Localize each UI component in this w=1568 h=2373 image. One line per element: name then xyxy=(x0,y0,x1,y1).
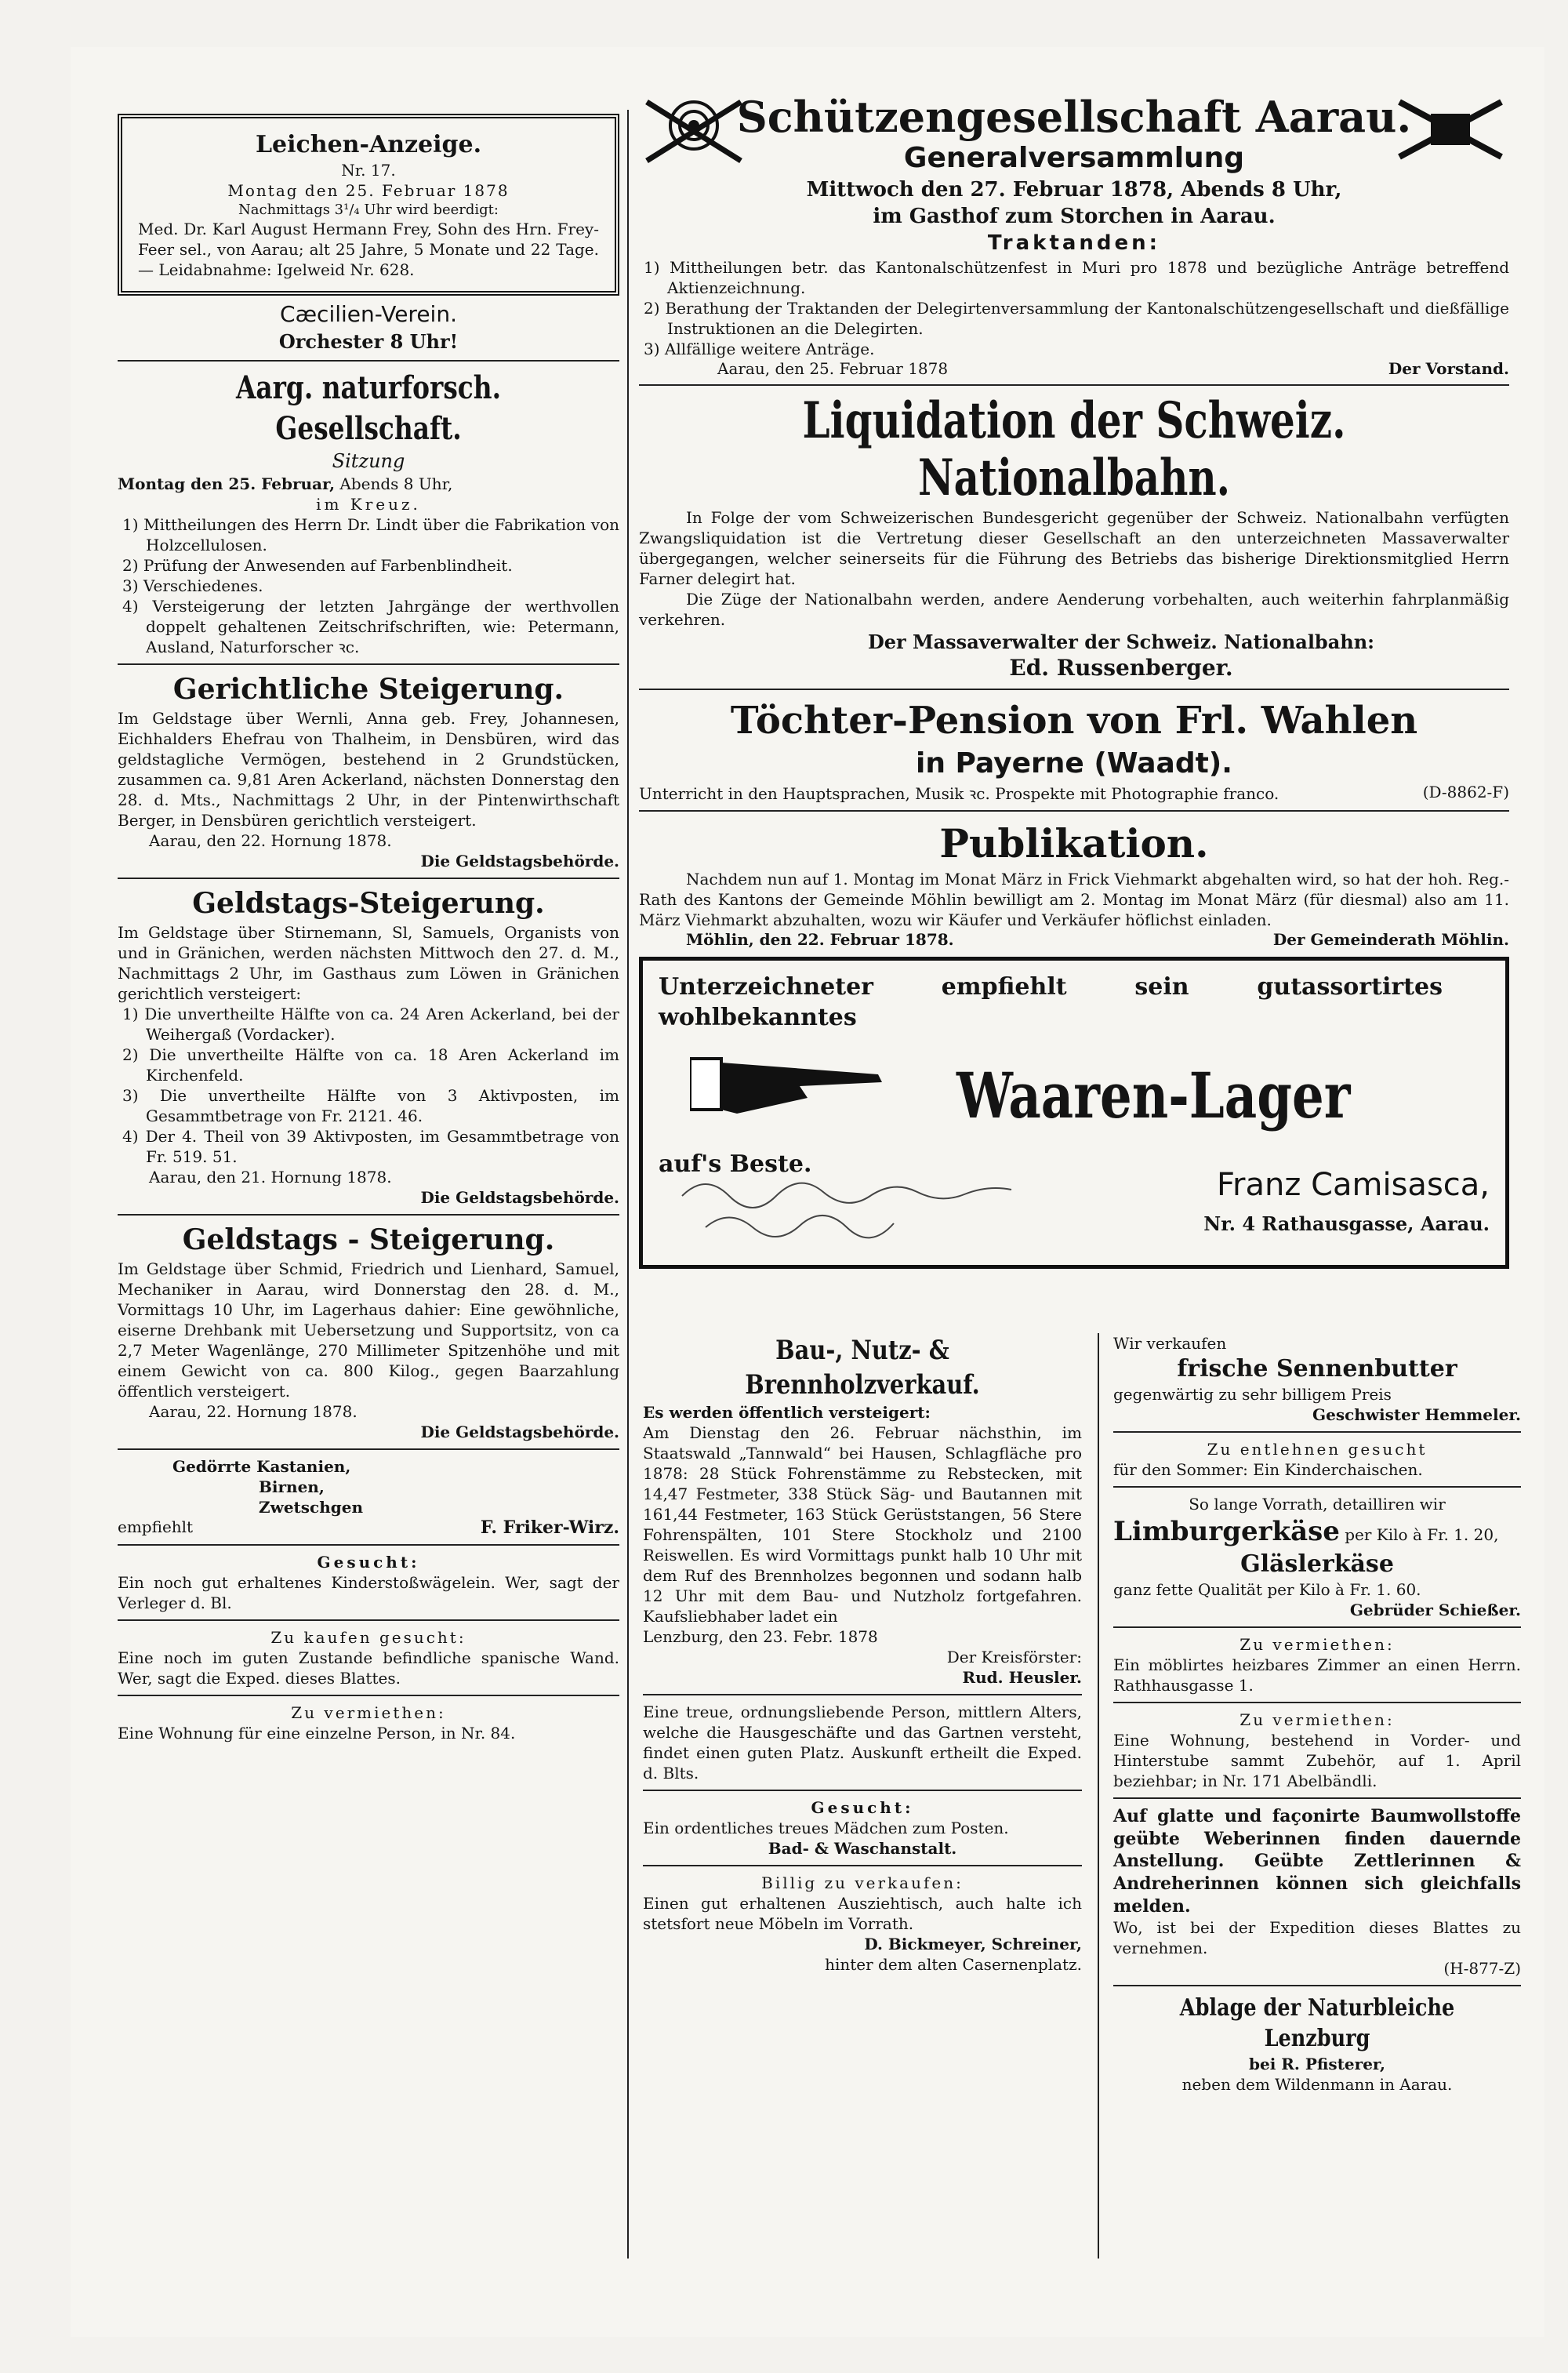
geldstag1-body: Im Geldstage über Stirnemann, Sl, Samuels, Organists von und in Gränichen, werden nächsten Mittwoch den 27. d. M., Nachmittags 2 Uhr, im Gasthaus zum Löwen in Gränichen gerichtlich versteigert: xyxy=(118,922,619,1003)
column-left xyxy=(118,114,619,1748)
publikation-ad: Publikation. Nachdem nun auf 1. Montag im Monat März in Frick Viehmarkt abgehalten wird, so hat der hoh. Reg.-Rath des Kantons der Gemeinde Möhlin bewilligt am 2. Montag im Monat März (für diesmal) also am 11. März Viehmarkt abzuhalten, wozu wir Käufer und Verkäufer höflichst einladen. Möhlin, den 22. Februar 1878. Der Gemeinderath Möhlin. xyxy=(639,818,1509,949)
column-rule xyxy=(1098,1333,1099,2259)
crossed-rifles-icon xyxy=(1392,94,1509,165)
waaren-title: Waaren-Lager xyxy=(956,1058,1351,1132)
list-item: 4) Versteigerung der letzten Jahrgänge der werthvollen doppelt gehaltenen Zeitschrifschriften, wie: Petermann, Ausland, Naturforscher ꝛc. xyxy=(122,597,619,657)
entlehnen-ad: Zu entlehnen gesucht für den Sommer: Ein Kinderchaischen. xyxy=(1113,1440,1428,1479)
list-item: 3) Allfällige weitere Anträge. xyxy=(644,339,875,358)
zimmer-ad: Zu vermiethen: Ein möblirtes heizbares Zimmer an einen Herrn. Rathhausgasse 1. xyxy=(1113,1635,1521,1695)
death-notice-time: Nachmittags 3¹/₄ Uhr wird beerdigt: xyxy=(238,202,499,218)
waaren-address: Nr. 4 Rathausgasse, Aarau. xyxy=(1203,1212,1490,1235)
naturf-title: Aarg. naturforsch. Gesellschaft. xyxy=(235,369,502,447)
gericht-ad xyxy=(118,671,619,871)
naturf-ad: Aarg. naturforsch. Gesellschaft. Sitzung Montag den 25. Februar, Abends 8 Uhr, im Kreuz. 1) Mittheilungen des Herrn Dr. Lindt über die Fabrikation von Holzcellulosen. 2) Prüfung der Anwesenden auf Farbenblindheit. 3) Verschiedenes. 4) Versteigerung der letzten Jahrgänge der werthvollen doppelt gehaltenen Zeitschrifschriften, wie: Petermann, Ausland, Naturforscher ꝛc. xyxy=(118,369,619,657)
geldstag2-place: Aarau, 22. Hornung 1878. xyxy=(149,1401,358,1421)
column-rule xyxy=(627,110,629,2259)
gericht-signature: Die Geldstagsbehörde. xyxy=(420,851,619,870)
bleiche-ad: Ablage der Naturbleiche Lenzburg bei R. Pfisterer, neben dem Wildenmann in Aarau. xyxy=(1179,1994,1455,2095)
caecilien-title: Cæcilien-Verein. xyxy=(280,301,457,328)
target-rifles-icon xyxy=(639,94,749,165)
geldstag1-title: Geldstags-Steigerung. xyxy=(192,886,545,920)
caecilien-ad xyxy=(118,300,619,354)
geldstag2-signature: Die Geldstagsbehörde. xyxy=(420,1422,619,1441)
geldstag2-body: Im Geldstage über Schmid, Friedrich und Lienhard, Samuel, Mechaniker in Aarau, wird Donnerstag den 28. d. M., Vormittags 10 Uhr, im Lagerhaus dahier: Eine gewöhnliche, eiserne Drehbank mit Uebersetzung und Supportsitz, von ca 2,7 Meter Wagenlänge, 270 Millimeter Spitzenhöhe und mit einem Gewicht von ca. 800 Kilog., gegen Baarzahlung öffentlich versteigert. xyxy=(118,1259,619,1401)
column-lower-middle xyxy=(643,1333,1082,1979)
kaufen-ad: Zu kaufen gesucht: Eine noch im guten Zustande befindliche spanische Wand. Wer, sagt die Exped. dieses Blattes. xyxy=(118,1627,619,1688)
pointing-hand-icon xyxy=(690,1039,886,1125)
liquidation-title: Liquidation der Schweiz. Nationalbahn. xyxy=(802,391,1346,508)
list-item: 3) Die unvertheilte Hälfte von 3 Aktivposten, im Gesammtbetrage von Fr. 2121. 46. xyxy=(122,1085,619,1125)
handwriting-scribble xyxy=(674,1149,1145,1243)
friker-ad: Gedörrte Kastanien, Birnen, Zwetschgen empfiehlt F. Friker-Wirz. xyxy=(118,1456,619,1538)
list-item: 1) Mittheilungen des Herrn Dr. Lindt über die Fabrikation von Holzcellulosen. xyxy=(122,515,619,555)
list-item: 1) Die unvertheilte Hälfte von ca. 24 Aren Ackerland, bei der Weihergaß (Vordacker). xyxy=(122,1004,619,1044)
holz-signature: Rud. Heusler. xyxy=(962,1668,1082,1688)
column-lower-right xyxy=(1113,1333,1521,2099)
liquidation-ad: Liquidation der Schweiz. Nationalbahn. In Folge der vom Schweizerischen Bundesgericht gegenüber der Schweiz. Nationalbahn verfügten Zwangsliquidation ist die Vertretung dieser Gesellschaft an den unterzeichneten Massaverwalter übergegangen, welcher seinerseits für die Führung des Betriebs das bisherige Direktionsmitglied Herrn Farner delegirt hat. Die Züge der Nationalbahn werden, andere Aenderung vorbehalten, auch weiterhin fahrplanmäßig verkehren. Der Massaverwalter der Schweiz. Nationalbahn: Ed. Russenberger. xyxy=(639,392,1509,683)
waaren-intro: Unterzeichneter empfiehlt sein gutassortirtes wohlbekanntes xyxy=(659,972,1443,1031)
geldstag1-ad xyxy=(118,885,619,1208)
pension-ad: Töchter-Pension von Frl. Wahlen in Payerne (Waadt). Unterricht in den Hauptsprachen, Musik ꝛc. Prospekte mit Photographie franco. (D-8862-F) xyxy=(639,696,1509,803)
wohnung-ad: Zu vermiethen: Eine Wohnung, bestehend in Vorder- und Hinterstube sammt Zubehör, auf 1. April beziehbar; in Nr. 171 Abelbändli. xyxy=(1113,1710,1521,1791)
naturf-place: im Kreuz. xyxy=(316,495,421,514)
schuetzen-signature: Der Vorstand. xyxy=(1388,358,1509,378)
waaren-name: Franz Camisasca, xyxy=(1216,1166,1490,1203)
gesucht2-ad: Gesucht: Ein ordentliches treues Mädchen zum Posten. Bad- & Waschanstalt. xyxy=(643,1798,1009,1859)
list-item: 4) Der 4. Theil von 39 Aktivposten, im Gesammtbetrage von Fr. 519. 51. xyxy=(122,1126,619,1166)
schuetzen-place: im Gasthof zum Storchen in Aarau. xyxy=(873,204,1276,228)
holz-title: Bau-, Nutz- & Brennholzverkauf. xyxy=(745,1335,980,1401)
gesucht1-ad: Gesucht: Ein noch gut erhaltenes Kinderstoßwägelein. Wer, sagt der Verleger d. Bl. xyxy=(118,1552,619,1612)
list-item: 1) Mittheilungen betr. das Kantonalschützenfest in Muri pro 1878 und bezügliche Anträge betreffend Aktienzeichnung. xyxy=(644,257,1509,297)
holz-ad: Bau-, Nutz- & Brennholzverkauf. Es werden öffentlich versteigert: Am Dienstag den 26. Februar nächsthin, im Staatswald „Tannwald“ bei Hausen, Schlagfläche pro 1878: 28 Stück Fohrenstämme zu Rebstecken, mit 14,47 Festmeter, 338 Stück Säg- und Bautannen mit 161,44 Festmeter, 163 Stück Gerüststangen, 56 Stere Fohrenspälten, 101 Stere Stockholz und 2100 Reiswellen. Es wird Vormittags punkt halb 10 Uhr mit dem Ruf des Brennholzes begonnen und sodann halb 12 Uhr mit dem Bau- und Nutzholz fortgefahren. Kaufsliebhaber ladet ein Lenzburg, den 23. Febr. 1878 Der Kreisförster: Rud. Heusler. xyxy=(643,1335,1082,1688)
geldstag2-ad xyxy=(118,1222,619,1442)
billig-ad: Billig zu verkaufen: Einen gut erhaltenen Ausziehtisch, auch halte ich stetsfort neue Möbeln im Vorrath. D. Bickmeyer, Schreiner, hinter dem alten Casernenplatz. xyxy=(643,1873,1082,1975)
geldstag1-place: Aarau, den 21. Hornung 1878. xyxy=(149,1167,392,1186)
death-notice-date: Montag den 25. Februar 1878 xyxy=(227,181,510,200)
column-right xyxy=(639,94,1509,1269)
geldstag2-title: Geldstags - Steigerung. xyxy=(182,1223,555,1256)
gericht-place: Aarau, den 22. Hornung 1878. xyxy=(149,830,392,850)
friker-signature: F. Friker-Wirz. xyxy=(480,1517,619,1538)
pension-title: Töchter-Pension von Frl. Wahlen xyxy=(730,699,1418,743)
schuetzen-date: Mittwoch den 27. Februar 1878, Abends 8 Uhr, xyxy=(806,178,1342,202)
baumwolle-ad: Auf glatte und façonirte Baumwollstoffe geübte Weberinnen finden dauernde Anstellung. Geübte Zettlerinnen & Andreherinnen können sich gleichfalls melden. Wo, ist bei der Expedition dieses Blattes zu vernehmen. (H-877-Z) xyxy=(1113,1806,1521,1979)
naturf-sub: Sitzung xyxy=(332,449,405,472)
gericht-title: Gerichtliche Steigerung. xyxy=(172,673,564,707)
publikation-signature: Der Gemeinderath Möhlin. xyxy=(1272,929,1509,949)
kaese-ad: So lange Vorrath, detailliren wir Limburgerkäse per Kilo à Fr. 1. 20, Gläslerkäse ganz fette Qualität per Kilo à Fr. 1. 60. Gebrüder Schießer. xyxy=(1113,1495,1521,1620)
list-item: 3) Verschiedenes. xyxy=(122,576,263,596)
death-notice xyxy=(118,114,619,296)
schuetzen-ad: Schützengesellschaft Aarau. Generalversammlung Mittwoch den 27. Februar 1878, Abends 8 Uhr, im Gasthof zum Storchen in Aarau. Traktanden: 1) Mittheilungen betr. das Kantonalschützenfest in Muri pro 1878 und bezügliche Anträge betreffend Aktienzeichnung. 2) Berathung der Traktanden der Delegirtenversammlung der Kantonalschützengesellschaft und dießfällige Instruktionen an die Delegirten. 3) Allfällige weitere Anträge. Aarau, den 25. Februar 1878 Der Vorstand. xyxy=(639,94,1509,378)
vermiethen1-ad: Zu vermiethen: Eine Wohnung für eine einzelne Person, in Nr. 84. xyxy=(118,1703,516,1743)
schuetzen-title: Schützengesellschaft Aarau. xyxy=(736,92,1412,142)
schuetzen-sub: Generalversammlung xyxy=(903,142,1245,175)
geldstag1-signature: Die Geldstagsbehörde. xyxy=(420,1187,619,1207)
caecilien-sub: Orchester 8 Uhr! xyxy=(278,329,459,353)
gericht-body: Im Geldstage über Wernli, Anna geb. Frey, Johannesen, Eichhalders Ehefrau von Thalheim, in Densbüren, wird das geldstagliche Vermögen, bestehend in 2 Grundstücken, zusammen ca. 9,81 Aren Ackerland, nächsten Donnerstag den 28. d. Mts., Nachmittags 2 Uhr, in der Pintenwirthschaft Berger, in Densbüren gerichtlich versteigert. xyxy=(118,708,619,830)
pension-sub: in Payerne (Waadt). xyxy=(916,747,1232,779)
waaren-ad: Unterzeichneter empfiehlt sein gutassortirtes wohlbekanntes Waaren-Lager auf's Beste. Franz Camisasca, Nr. 4 Rathausgasse, Aarau. xyxy=(639,957,1509,1269)
butter-ad: Wir verkaufen frische Sennenbutter gegenwärtig zu sehr billigem Preis Geschwister Hemmeler. xyxy=(1113,1334,1521,1424)
person-ad: Eine treue, ordnungsliebende Person, mittlern Alters, welche die Hausgeschäfte und das Gartnen versteht, findet einen guten Platz. Auskunft ertheilt die Exped. d. Blts. xyxy=(643,1703,1082,1783)
death-notice-title: Leichen-Anzeige. xyxy=(255,131,482,158)
list-item: 2) Berathung der Traktanden der Delegirtenversammlung der Kantonalschützengesellschaft und dießfällige Instruktionen an die Delegirten. xyxy=(644,298,1509,338)
naturf-list xyxy=(118,514,619,657)
liquidation-signature: Ed. Russenberger. xyxy=(1009,654,1233,681)
list-item: 2) Prüfung der Anwesenden auf Farbenblindheit. xyxy=(122,556,513,576)
death-notice-number: Nr. 17. xyxy=(341,161,396,180)
publikation-title: Publikation. xyxy=(939,819,1209,867)
list-item: 2) Die unvertheilte Hälfte von ca. 18 Aren Ackerland im Kirchenfeld. xyxy=(122,1045,619,1085)
death-notice-body: Med. Dr. Karl August Hermann Frey, Sohn des Hrn. Frey-Feer sel., von Aarau; alt 25 Jahre, 5 Monate und 22 Tage. — Leidabnahme: Igelweid Nr. 628. xyxy=(138,220,599,280)
